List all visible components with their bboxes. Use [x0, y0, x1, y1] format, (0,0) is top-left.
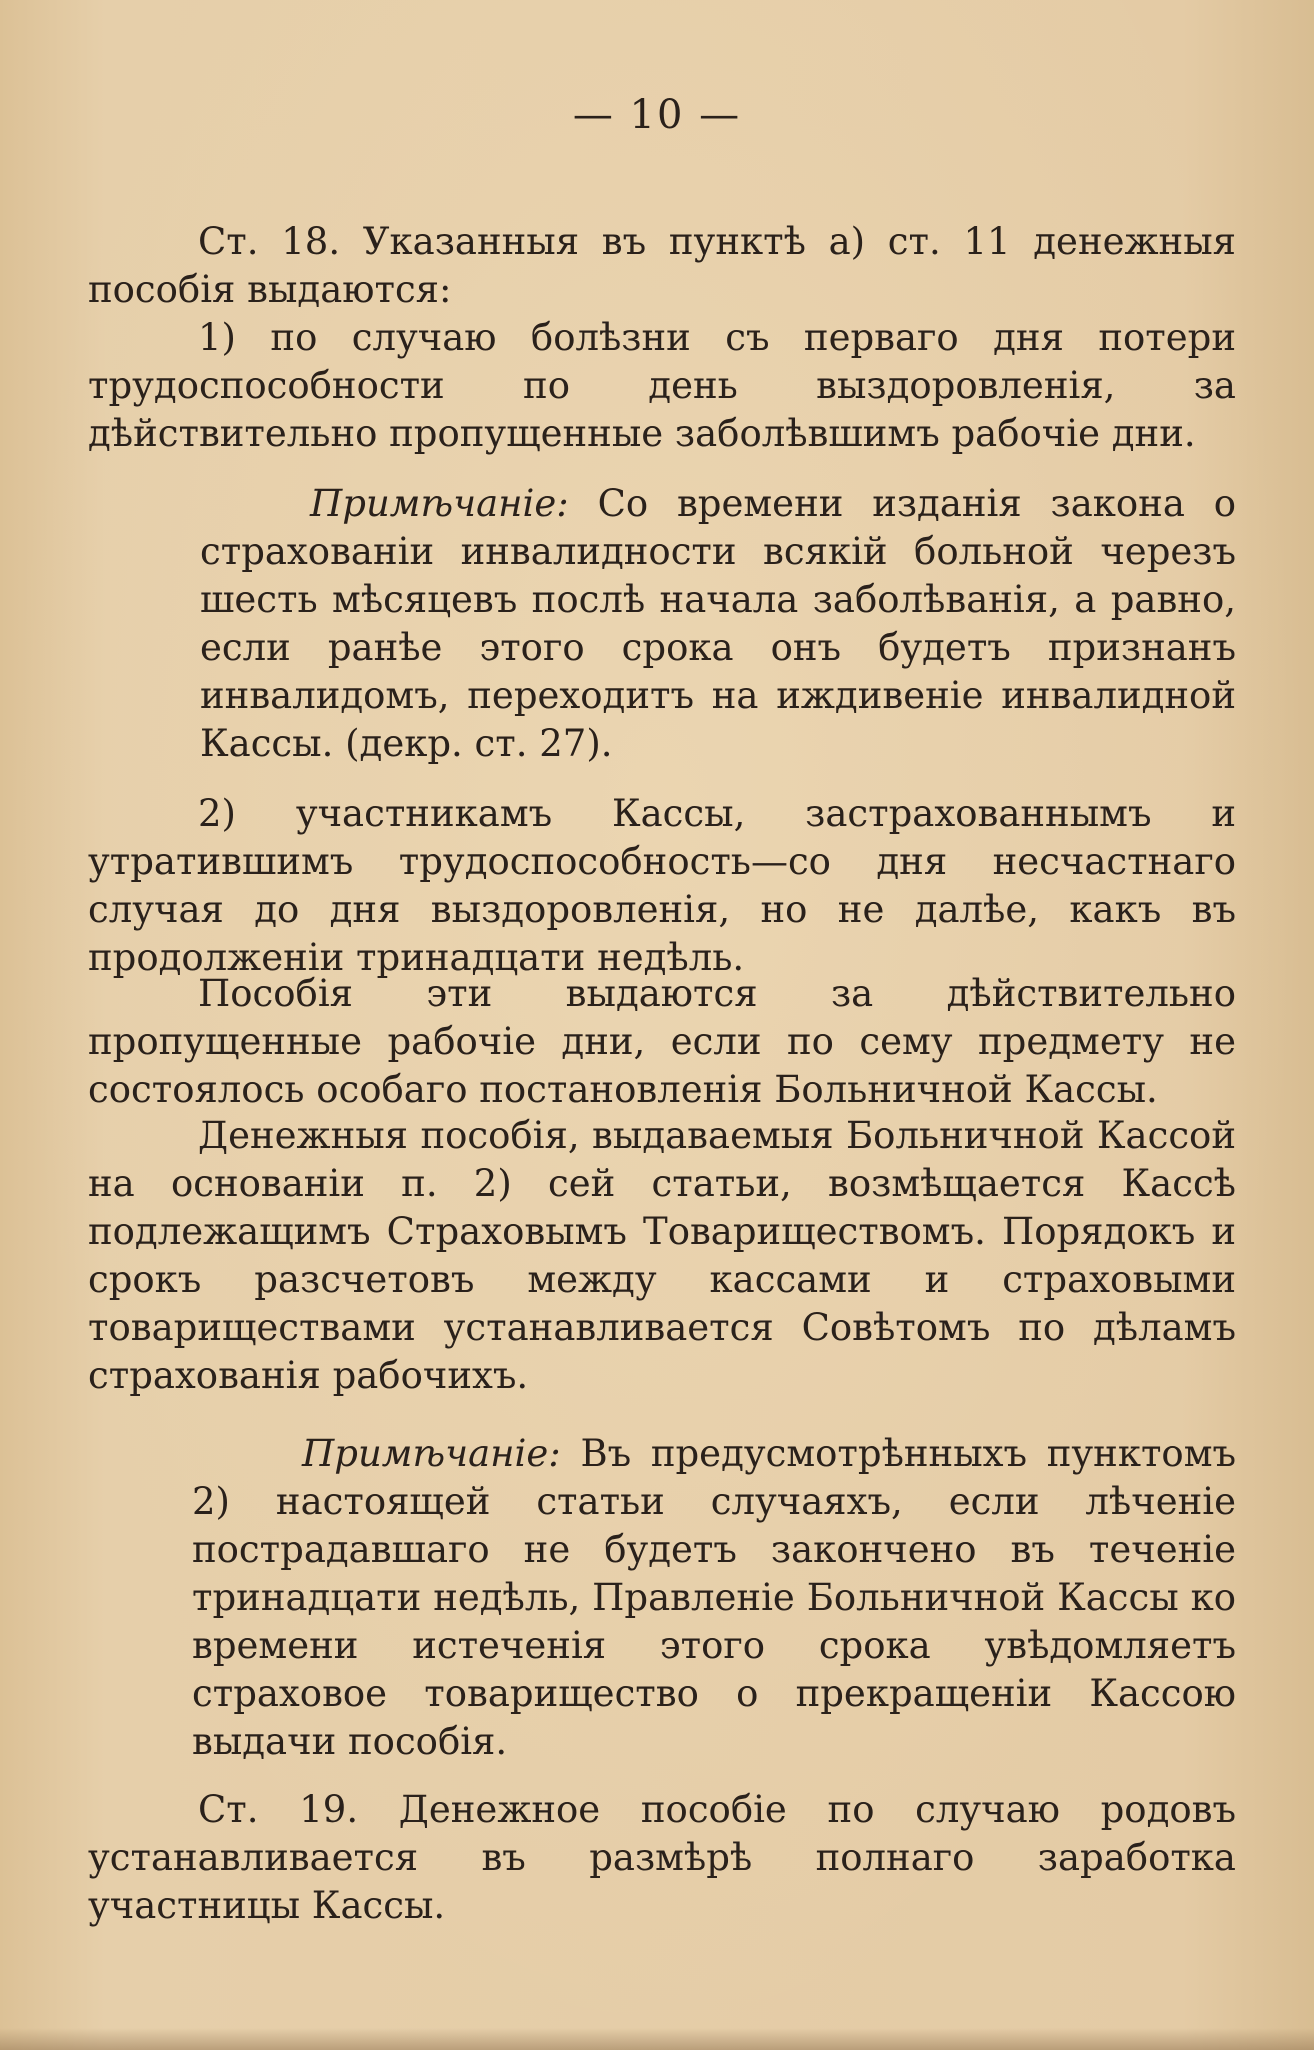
- article-18-item-2: [88, 790, 1236, 982]
- paragraph-b-text: Денежныя пособія, выдаваемыя Больничной Кассой на основаніи п. 2) сей статьи, возмѣщается Кассѣ подлежащимъ Страховымъ Товариществомъ. Порядокъ и срокъ разсчетовъ между кассами и страховыми товариществами устанавливается Совѣтомъ по дѣламъ страхованія рабочихъ.: [88, 1114, 1236, 1397]
- article-18-paragraph-b: [88, 1112, 1236, 1400]
- note-2-paragraph: [192, 1430, 1236, 1766]
- article-19-text: Ст. 19. Денежное пособіе по случаю родовъ устанавливается въ размѣрѣ полнаго заработка участницы Кассы.: [88, 1788, 1236, 1927]
- article-18-item-1: [88, 314, 1236, 458]
- note-2-label: Примѣчаніе:: [302, 1432, 561, 1475]
- article-19: [88, 1786, 1236, 1930]
- item-2-text: 2) участникамъ Кассы, застрахованнымъ и утратившимъ трудоспособность—со дня несчастнаго случая до дня выздоровленія, но не далѣе, какъ въ продолженіи тринадцати недѣль.: [88, 792, 1236, 979]
- note-1-text: Со времени изданія закона о страхованіи инвалидности всякій больной черезъ шесть мѣсяцевъ послѣ начала заболѣванія, а равно, если ранѣе этого срока онъ будетъ признанъ инвалидомъ, переходитъ на иждивеніе инвалидной Кассы. (декр. ст. 27).: [200, 482, 1236, 765]
- article-18-intro: [88, 218, 1236, 314]
- article-18-intro-text: Ст. 18. Указанныя въ пунктѣ а) ст. 11 денежныя пособія выдаются:: [88, 220, 1236, 311]
- note-1-label: Примѣчаніе:: [310, 482, 569, 525]
- note-2-text: Въ предусмотрѣнныхъ пунктомъ 2) настоящей статьи случаяхъ, если лѣченіе пострадавшаго не будетъ закончено въ теченіе тринадцати недѣль, Правленіе Больничной Кассы ко времени истеченія этого срока увѣдомляетъ страховое товарищество о прекращеніи Кассою выдачи пособія.: [192, 1432, 1237, 1763]
- paragraph-a-text: Пособія эти выдаются за дѣйствительно пропущенные рабочіе дни, если по сему предмету не состоялось особаго постановленія Больничной Кассы.: [88, 972, 1236, 1111]
- page-bottom-edge: [0, 2028, 1314, 2050]
- article-18-note-1: [200, 480, 1236, 768]
- page-number: — 10 —: [572, 92, 742, 138]
- note-1-paragraph: [200, 480, 1236, 768]
- item-1-text: 1) по случаю болѣзни съ перваго дня потери трудоспособности по день выздоровленія, за дѣйствительно пропущенные заболѣвшимъ рабочіе дни.: [88, 316, 1236, 455]
- article-18-note-2: [192, 1430, 1236, 1766]
- article-18-paragraph-a: [88, 970, 1236, 1114]
